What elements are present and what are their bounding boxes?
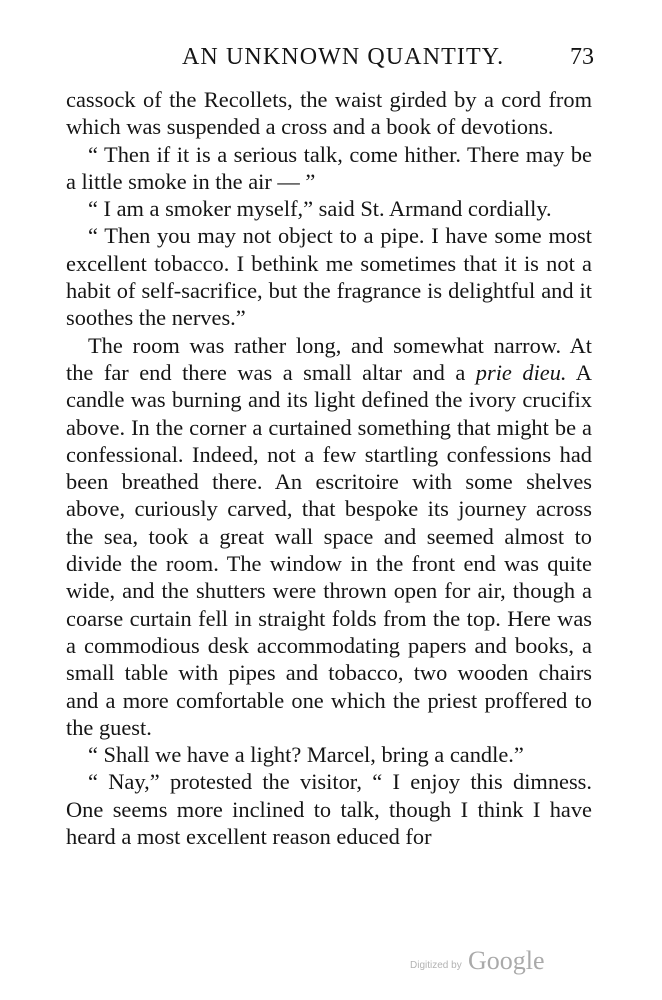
body-text [66, 86, 592, 850]
running-head [66, 40, 596, 76]
running-title: AN UNKNOWN QUANTITY. [182, 44, 505, 70]
paragraph-text: A candle was burning and its light defined the ivory crucifix above. In the corner a curtained something that might be a confessional. Indeed, not a few startling confessions had been breathed there. An escritoire with some shelves above, curiously carved, that bespoke its journey across the sea, took a great wall space and seemed almost to divide the room. The window in the front end was quite wide, and the shutters were thrown open for air, though a coarse curtain fell in straight folds from the top. Here was a commodious desk accommodating papers and books, a small table with pipes and tobacco, two wooden chairs and a more comfortable one which the priest proffered to the guest. [66, 359, 592, 740]
paragraph: “ Then if it is a serious talk, come hither. There may be a little smoke in the air — ” [66, 141, 592, 194]
paragraph-continuation: cassock of the Recollets, the waist girded by a cord from which was suspended a cross and a book of devotions. [66, 87, 592, 140]
paragraph-text: The room was rather long, and somewhat narrow. At the far end there was a small altar and a [66, 332, 592, 385]
paragraph-room-description [66, 332, 592, 741]
paragraph: “ Shall we have a light? Marcel, bring a candle.” [88, 742, 524, 768]
page-number: 73 [570, 44, 594, 70]
paragraph: “ Then you may not object to a pipe. I have some most excellent tobacco. I bethink me sometimes that it is not a habit of self-sacrifice, but the fragrance is delightful and it soothes the nerves.” [66, 223, 592, 331]
google-logo: Google [468, 946, 545, 975]
italic-phrase: prie dieu. [475, 359, 567, 385]
paragraph: “ I am a smoker myself,” said St. Armand cordially. [88, 196, 552, 222]
digitized-by-text: Digitized by [410, 960, 462, 971]
paragraph: “ Nay,” protested the visitor, “ I enjoy this dimness. One seems more inclined to talk, though I think I have heard a most excellent reason educed for [66, 769, 592, 850]
digitizer-watermark [410, 944, 560, 980]
